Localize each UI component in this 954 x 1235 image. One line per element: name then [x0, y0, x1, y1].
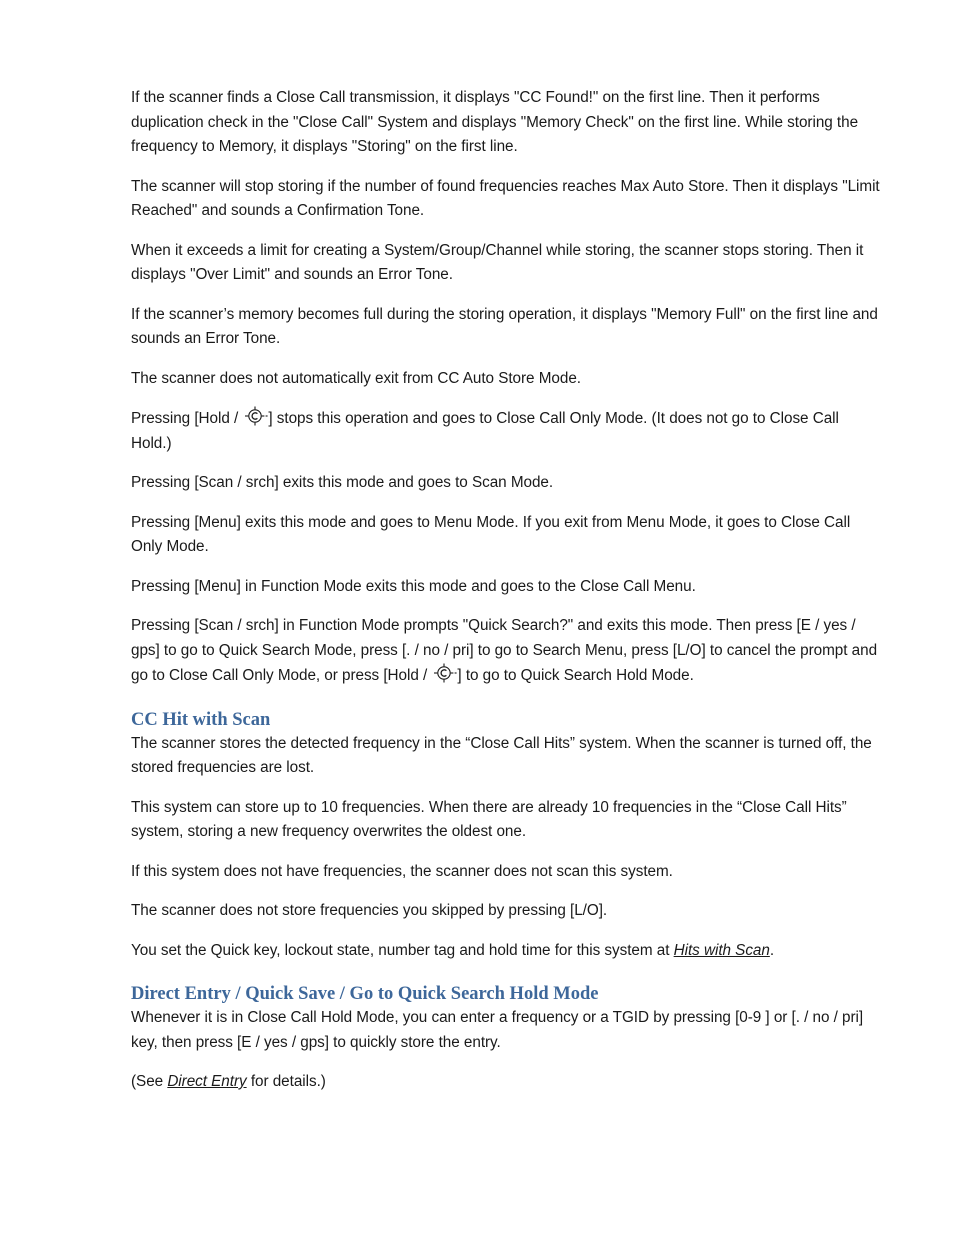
- paragraph-limit-reached: The scanner will stop storing if the number of found frequencies reaches Max Auto Store. Then it displays "Limit Reached" and sounds a Confirmation Tone.: [131, 177, 880, 219]
- section-heading-cc-hit-with-scan: CC Hit with Scan: [131, 709, 271, 730]
- text-segment: ] to go to Quick Search Hold Mode.: [457, 667, 694, 684]
- text-segment: You set the Quick key, lockout state, number tag and hold time for this system at: [131, 941, 674, 959]
- section-heading-direct-entry: Direct Entry / Quick Save / Go to Quick Search Hold Mode: [131, 984, 599, 1004]
- paragraph-hold-key: [131, 406, 881, 456]
- document-page: [131, 86, 881, 1110]
- close-call-icon: [244, 406, 268, 426]
- paragraph-direct-entry: Whenever it is in Close Call Hold Mode, you can enter a frequency or a TGID by pressing [0-9 ] or [. / no / pri] key, then press [E / yes / gps] to quickly store the entry.: [131, 1009, 864, 1051]
- link-direct-entry[interactable]: Direct Entry: [167, 1073, 247, 1090]
- paragraph-menu-key: Pressing [Menu] exits this mode and goes to Menu Mode. If you exit from Menu Mode, it goes to Close Call Only Mode.: [131, 513, 851, 555]
- paragraph-over-limit: When it exceeds a limit for creating a System/Group/Channel while storing, the scanner stops storing. Then it displays "Over Limit" and sounds an Error Tone.: [131, 241, 864, 283]
- paragraph-quick-key: [131, 939, 881, 964]
- paragraph-skipped: The scanner does not store frequencies you skipped by pressing [L/O].: [131, 902, 608, 919]
- paragraph-store-limit: This system can store up to 10 frequencies. When there are already 10 frequencies in the “Close Call Hits” system, storing a new frequency overwrites the oldest one.: [131, 798, 847, 840]
- text-segment: Pressing [Hold /: [131, 410, 243, 427]
- paragraph-cc-found: If the scanner finds a Close Call transmission, it displays "CC Found!" on the first line. Then it performs duplication check in the "Close Call" System and displays "Memory Check" on the first line. While storing the frequency to Memory, it displays "Storing" on the first line.: [131, 89, 859, 155]
- paragraph-no-frequencies: If this system does not have frequencies, the scanner does not scan this system.: [131, 862, 673, 880]
- paragraph-scan-key: Pressing [Scan / srch] exits this mode and goes to Scan Mode.: [131, 474, 554, 491]
- close-call-icon: [433, 663, 457, 683]
- text-segment: ] stops this operation and goes to Close Call Only Mode. (It does not go to Close Call Hold.): [131, 410, 839, 452]
- link-hits-with-scan[interactable]: Hits with Scan: [673, 941, 770, 959]
- paragraph-quick-search: [131, 614, 881, 689]
- text-segment: for details.): [246, 1073, 326, 1090]
- paragraph-function-menu: Pressing [Menu] in Function Mode exits this mode and goes to the Close Call Menu.: [131, 577, 696, 595]
- paragraph-close-call-hits: The scanner stores the detected frequency in the “Close Call Hits” system. When the scanner is turned off, the stored frequencies are lost.: [131, 734, 872, 776]
- paragraph-memory-full: If the scanner’s memory becomes full during the storing operation, it displays "Memory Full" on the first line and sounds an Error Tone.: [131, 305, 878, 347]
- paragraph-no-auto-exit: The scanner does not automatically exit from CC Auto Store Mode.: [131, 369, 581, 387]
- text-segment: (See: [131, 1073, 168, 1090]
- text-segment: Pressing [Scan / srch] in Function Mode prompts "Quick Search?" and exits this mode. Then press [E / yes / gps] to go to Quick Search Mode, press [. / no / pri] to go to Search Menu, press [L/O] to cancel the prompt and go to Close Call Only Mode, or press [Hold /: [131, 617, 878, 684]
- text-segment: .: [769, 941, 775, 959]
- paragraph-see-direct-entry: [131, 1070, 881, 1095]
